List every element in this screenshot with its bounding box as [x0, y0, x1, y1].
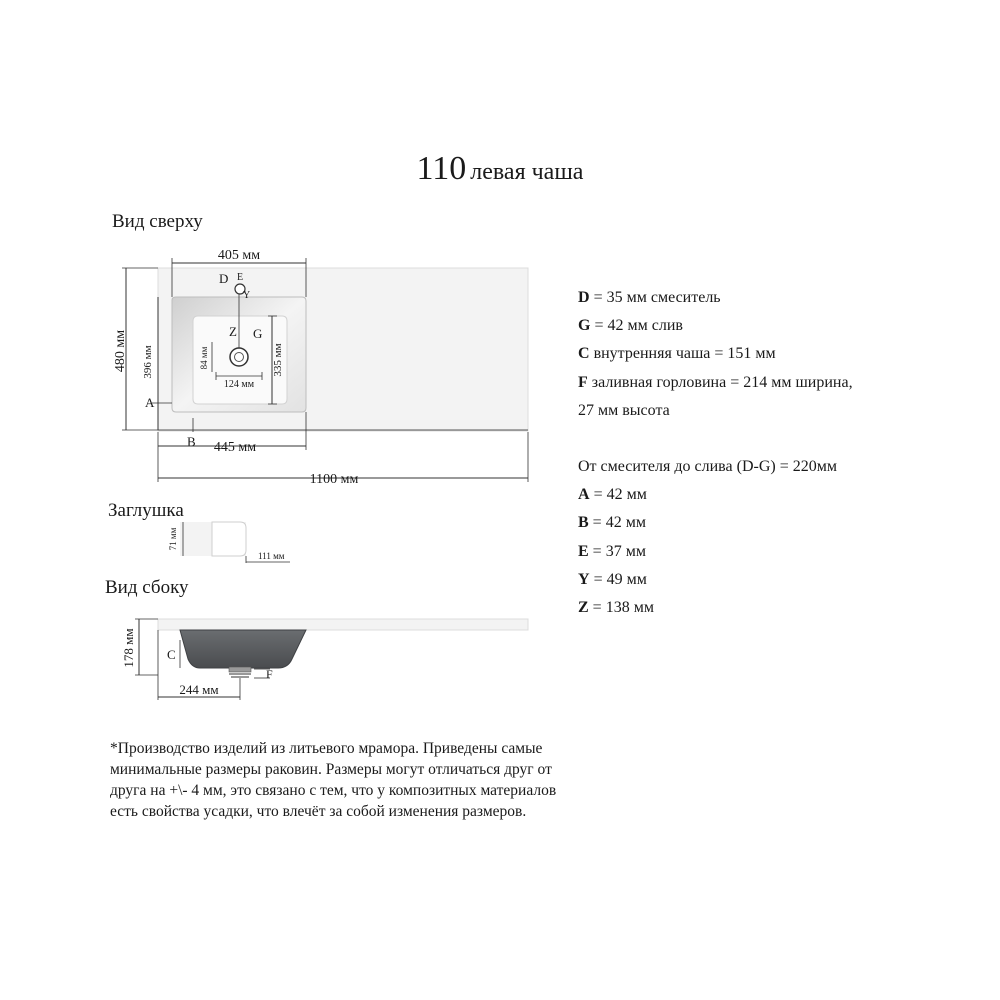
label-a: A	[145, 395, 155, 410]
dim-405: 405 мм	[217, 248, 261, 263]
spec-row-dg: От смесителя до слива (D-G) = 220мм	[578, 458, 837, 476]
spec-row-z: Z = 138 мм	[578, 599, 654, 617]
plug-drawing	[168, 522, 290, 563]
spec-spacer	[578, 425, 988, 453]
label-b: B	[187, 434, 196, 449]
dim-480: 480 мм	[113, 329, 128, 373]
label-z: Z	[229, 324, 237, 339]
spec-row-a: A = 42 мм	[578, 486, 647, 504]
spec-row-f-height: 27 мм высота	[578, 401, 670, 419]
spec-row-c: C внутренняя чаша = 151 мм	[578, 345, 776, 363]
spec-row-g: G = 42 мм слив	[578, 317, 683, 335]
top-view	[113, 248, 528, 487]
side-view	[121, 619, 528, 700]
dim-71: 71 мм	[168, 527, 178, 551]
bowl-side	[180, 630, 306, 668]
dim-396: 396 мм	[142, 345, 154, 379]
drain-neck	[229, 667, 251, 672]
label-e: E	[237, 272, 244, 283]
plug-label: Заглушка	[108, 500, 184, 521]
dim-111: 111 мм	[258, 551, 285, 561]
dim-445: 445 мм	[213, 440, 257, 455]
dim-1100: 1100 мм	[309, 472, 359, 487]
dim-335: 335 мм	[272, 343, 284, 377]
model-number: 110	[416, 150, 467, 187]
dim-84: 84 мм	[199, 346, 209, 370]
spec-row-e: E = 37 мм	[578, 542, 646, 560]
footnote: *Производство изделий из литьевого мрамора. Приведены самые минимальные размеры раковин. Размеры могут отличаться друг от друга на +\- 4 мм, это связано с тем, что у композитных материалов есть свойства усадки, что влечёт за собой изменения размеров.	[110, 740, 557, 820]
dim-124: 124 мм	[223, 379, 255, 390]
specs-list	[578, 284, 988, 622]
side-view-label: Вид сбоку	[105, 577, 189, 598]
label-c: C	[167, 647, 176, 662]
label-y: Y	[243, 290, 251, 301]
spec-row-y: Y = 49 мм	[578, 570, 647, 588]
top-view-label: Вид сверху	[112, 211, 203, 232]
label-g: G	[253, 326, 263, 341]
countertop-side	[158, 619, 528, 630]
dim-244: 244 мм	[179, 682, 219, 697]
label-d: D	[219, 271, 229, 286]
dim-178: 178 мм	[121, 628, 136, 668]
spec-row-f: F заливная горловина = 214 мм ширина,	[578, 373, 853, 391]
spec-row-b: B = 42 мм	[578, 514, 646, 532]
label-f: F	[266, 667, 273, 681]
model-subtitle: левая чаша	[470, 159, 584, 185]
spec-row-d: D = 35 мм смеситель	[578, 289, 721, 306]
